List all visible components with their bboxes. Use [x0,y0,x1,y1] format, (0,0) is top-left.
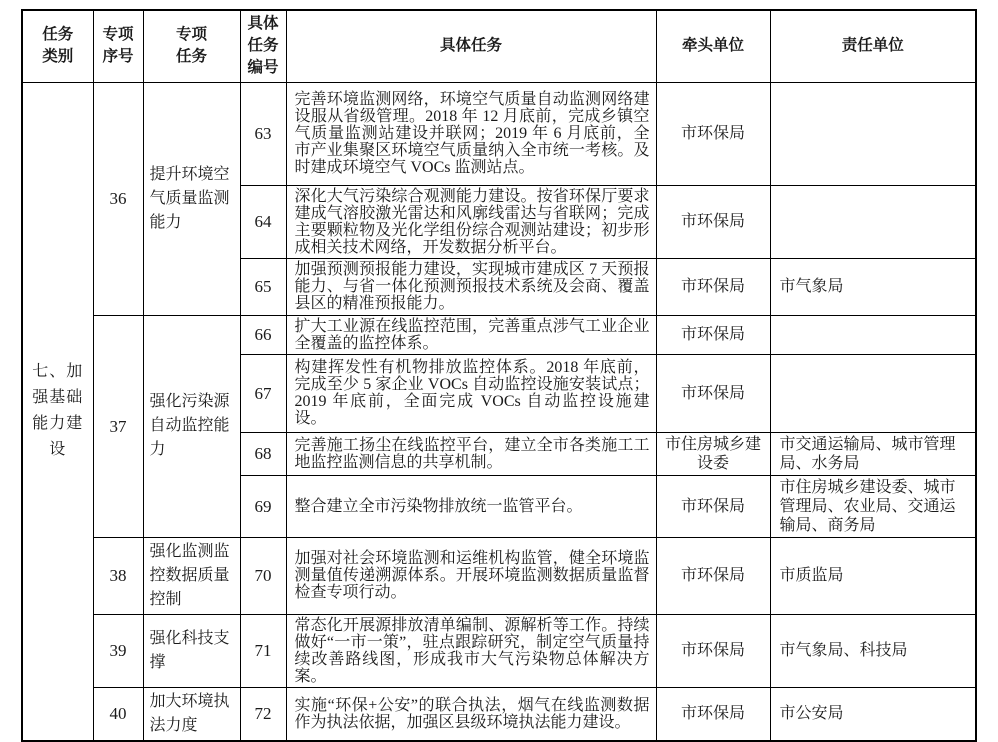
table-row [22,537,976,614]
task-no-cell: 66 [240,315,286,354]
responsible-unit-cell: 市住房城乡建设委、城市管理局、农业局、交通运输局、商务局 [770,475,976,537]
special-task-cell: 加大环境执法力度 [143,687,240,741]
special-task-cell: 强化科技支撑 [143,614,240,687]
responsible-unit-cell [770,315,976,354]
task-detail-cell: 加强对社会环境监测和运维机构监管，健全环境监测量值传递溯源体系。开展环境监测数据质量监督检查专项行动。 [286,537,656,614]
task-no-cell: 72 [240,687,286,741]
task-detail-cell: 深化大气污染综合观测能力建设。按省环保厅要求建成气溶胶激光雷达和风廓线雷达与省联网；完成主要颗粒物及光化学组份综合观测站建设；初步形成相关技术网络，开发数据分析平台。 [286,185,656,258]
lead-unit-cell: 市环保局 [656,185,770,258]
special-task-cell: 提升环境空气质量监测能力 [143,82,240,315]
responsible-unit-cell: 市质监局 [770,537,976,614]
header-task-no: 具体 任务 编号 [240,10,286,82]
special-no-cell: 36 [93,82,143,315]
header-task-category: 任务 类别 [22,10,93,82]
lead-unit-cell: 市环保局 [656,614,770,687]
responsible-unit-cell [770,354,976,432]
task-detail-cell: 加强预测预报能力建设，实现城市建成区 7 天预报能力、与省一体化预测预报技术系统及会商、覆盖县区的精准预报能力。 [286,258,656,315]
task-no-cell: 69 [240,475,286,537]
responsible-unit-cell [770,185,976,258]
lead-unit-cell: 市环保局 [656,258,770,315]
special-no-cell: 40 [93,687,143,741]
task-detail-cell: 整合建立全市污染物排放统一监管平台。 [286,475,656,537]
header-lead-unit: 牵头单位 [656,10,770,82]
task-category-cell: 七、加强基础能力建设 [22,82,93,741]
header-row [22,10,976,82]
lead-unit-cell: 市环保局 [656,315,770,354]
table-header [22,10,976,82]
header-special-task: 专项 任务 [143,10,240,82]
header-special-no: 专项 序号 [93,10,143,82]
responsible-unit-cell: 市气象局、科技局 [770,614,976,687]
responsible-unit-cell: 市交通运输局、城市管理局、水务局 [770,432,976,475]
task-detail-cell: 完善环境监测网络，环境空气质量自动监测网络建设服从省级管理。2018 年 12 月底前，完成乡镇空气质量监测站建设并联网；2019 年 6 月底前，全市产业集聚区环境空气质量纳入全市统一考核。及时建成环境空气 VOCs 监测站点。 [286,82,656,185]
lead-unit-cell: 市住房城乡建设委 [656,432,770,475]
lead-unit-cell: 市环保局 [656,687,770,741]
special-no-cell: 38 [93,537,143,614]
lead-unit-cell: 市环保局 [656,537,770,614]
task-detail-cell: 构建挥发性有机物排放监控体系。2018 年底前，完成至少 5 家企业 VOCs 自动监控设施安装试点；2019 年底前，全面完成 VOCs 自动监控设施建设。 [286,354,656,432]
table-row [22,614,976,687]
task-detail-cell: 完善施工扬尘在线监控平台，建立全市各类施工工地监控监测信息的共享机制。 [286,432,656,475]
task-detail-cell: 扩大工业源在线监控范围，完善重点涉气工业企业全覆盖的监控体系。 [286,315,656,354]
header-responsible-unit: 责任单位 [770,10,976,82]
task-no-cell: 67 [240,354,286,432]
header-task-detail: 具体任务 [286,10,656,82]
task-no-cell: 68 [240,432,286,475]
special-task-cell: 强化污染源自动监控能力 [143,315,240,537]
lead-unit-cell: 市环保局 [656,475,770,537]
lead-unit-cell: 市环保局 [656,82,770,185]
task-no-cell: 64 [240,185,286,258]
task-no-cell: 63 [240,82,286,185]
task-no-cell: 71 [240,614,286,687]
task-no-cell: 70 [240,537,286,614]
task-no-cell: 65 [240,258,286,315]
task-table [21,9,977,742]
special-task-cell: 强化监测监控数据质量控制 [143,537,240,614]
responsible-unit-cell: 市公安局 [770,687,976,741]
table-row [22,82,976,185]
special-no-cell: 37 [93,315,143,537]
task-detail-cell: 实施“环保+公安”的联合执法，烟气在线监测数据作为执法依据，加强区县级环境执法能力建设。 [286,687,656,741]
lead-unit-cell: 市环保局 [656,354,770,432]
task-detail-cell: 常态化开展源排放清单编制、源解析等工作。持续做好“一市一策”，驻点跟踪研究，制定空气质量持续改善路线图，形成我市大气污染物总体解决方案。 [286,614,656,687]
special-no-cell: 39 [93,614,143,687]
document-page [0,9,998,734]
table-body [22,82,976,741]
table-row [22,687,976,741]
responsible-unit-cell: 市气象局 [770,258,976,315]
table-row [22,315,976,354]
responsible-unit-cell [770,82,976,185]
